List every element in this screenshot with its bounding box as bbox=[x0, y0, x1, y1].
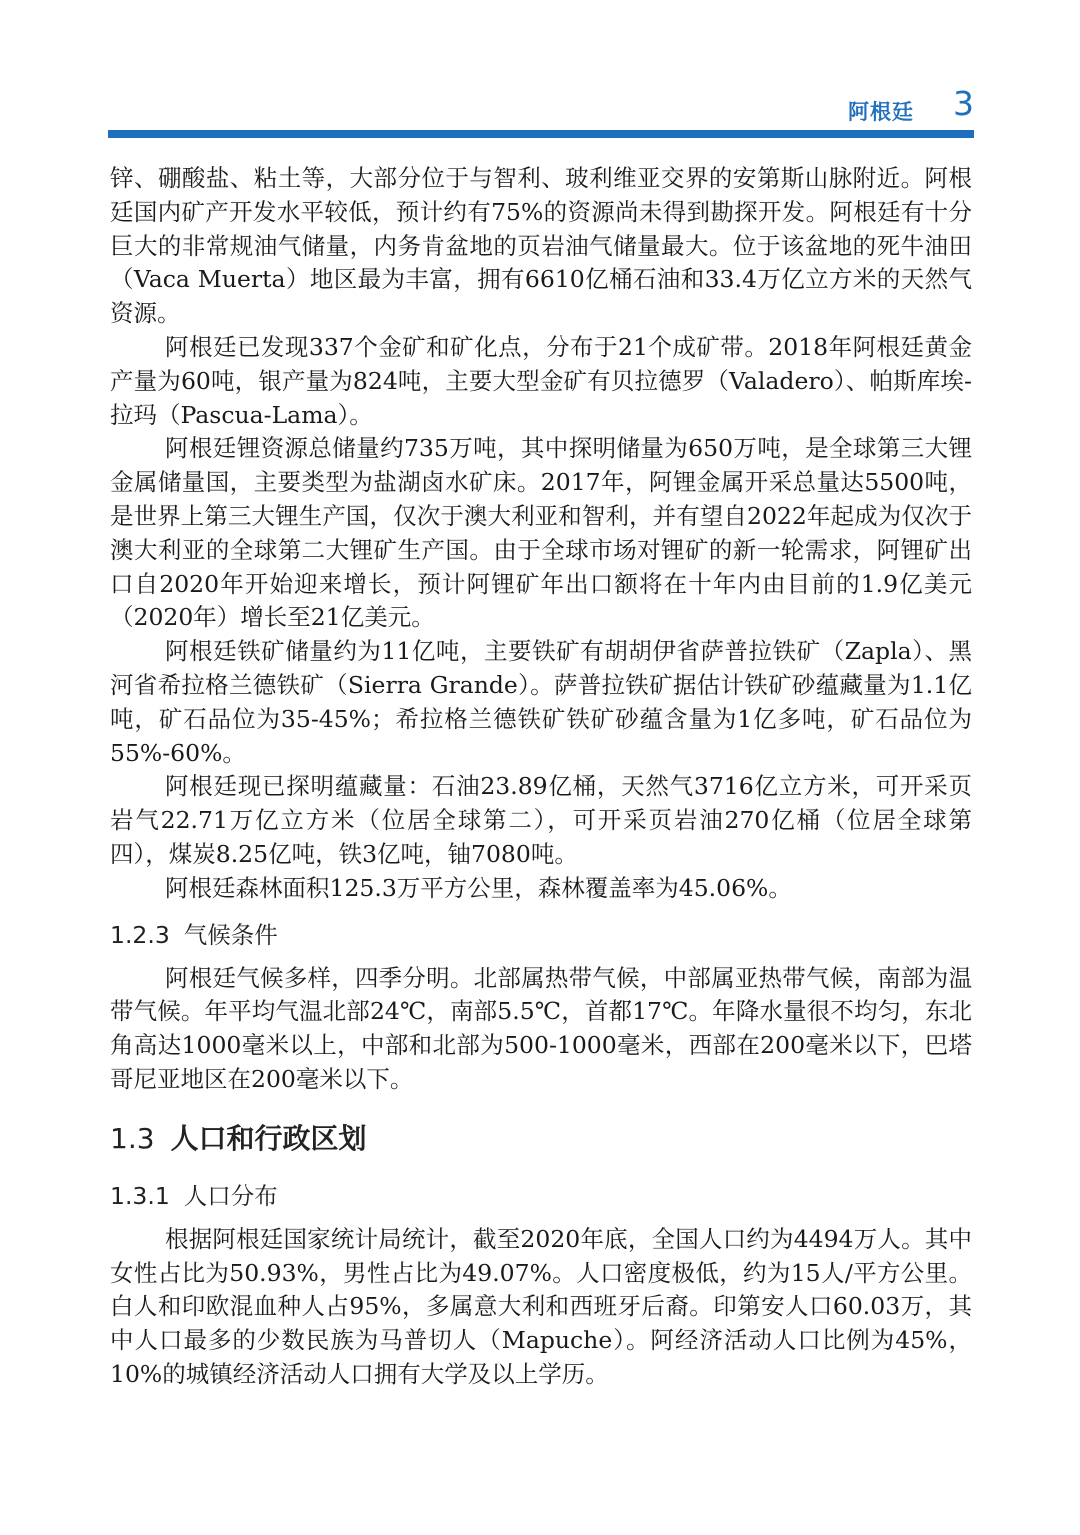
heading-climate bbox=[110, 918, 972, 952]
paragraph-reserves: 阿根廷现已探明蕴藏量：石油23.89亿桶，天然气3716亿立方米，可开采页岩气22.71万亿立方米（位居全球第二），可开采页岩油270亿桶（位居全球第四），煤炭8.25亿吨，铁3亿吨，铀7080吨。 bbox=[110, 772, 972, 868]
paragraph-population: 根据阿根廷国家统计局统计，截至2020年底，全国人口约为4494万人。其中女性占比为50.93%，男性占比为49.07%。人口密度极低，约为15人/平方公里。白人和印欧混血种人占95%，多属意大利和西班牙后裔。印第安人口60.03万，其中人口最多的少数民族为马普切人（Mapuche）。阿经济活动人口比例为45%，10%的城镇经济活动人口拥有大学及以上学历。 bbox=[110, 1224, 972, 1388]
chapter-title: 阿根廷 bbox=[848, 100, 914, 124]
heading-population bbox=[110, 1119, 972, 1159]
heading-population-distribution-title: 人口分布 bbox=[183, 1181, 278, 1210]
page-number: 3 bbox=[953, 84, 974, 123]
paragraph-lithium: 阿根廷锂资源总储量约735万吨，其中探明储量为650万吨，是全球第三大锂金属储量国，主要类型为盐湖卤水矿床。2017年，阿锂金属开采总量达5500吨，是世界上第三大锂生产国，仅次于澳大利亚和智利，并有望自2022年起成为仅次于澳大利亚的全球第二大锂矿生产国。由于全球市场对锂矿的新一轮需求，阿锂矿出口自2020年开始迎来增长，预计阿锂矿年出口额将在十年内由目前的1.9亿美元（2020年）增长至21亿美元。 bbox=[110, 434, 972, 632]
body-text bbox=[110, 162, 972, 1392]
paragraph-forest: 阿根廷森林面积125.3万平方公里，森林覆盖率为45.06%。 bbox=[165, 873, 792, 902]
paragraph-minerals-continued: 锌、硼酸盐、粘土等，大部分位于与智利、玻利维亚交界的安第斯山脉附近。阿根廷国内矿产开发水平较低，预计约有75%的资源尚未得到勘探开发。阿根廷有十分巨大的非常规油气储量，内务肯盆地的页岩油气储量最大。位于该盆地的死牛油田（Vaca Muerta）地区最为丰富，拥有6610亿桶石油和33.4万亿立方米的天然气资源。 bbox=[110, 164, 972, 328]
heading-climate-number: 1.2.3 bbox=[110, 920, 170, 949]
header-rule bbox=[108, 130, 974, 138]
paragraph-iron: 阿根廷铁矿储量约为11亿吨，主要铁矿有胡胡伊省萨普拉铁矿（Zapla）、黑河省希拉格兰德铁矿（Sierra Grande）。萨普拉铁矿据估计铁矿砂蕴藏量为1.1亿吨，矿石品位为35-45%；希拉格兰德铁矿铁矿砂蕴含量为1亿多吨，矿石品位为55%-60%。 bbox=[110, 637, 972, 767]
running-header bbox=[108, 86, 974, 130]
heading-population-distribution bbox=[110, 1179, 972, 1213]
heading-population-title: 人口和行政区划 bbox=[170, 1121, 367, 1155]
heading-population-distribution-number: 1.3.1 bbox=[110, 1181, 170, 1210]
heading-population-number: 1.3 bbox=[110, 1121, 155, 1155]
heading-climate-title: 气候条件 bbox=[183, 920, 278, 949]
paragraph-climate: 阿根廷气候多样，四季分明。北部属热带气候，中部属亚热带气候，南部为温带气候。年平均气温北部24℃，南部5.5℃，首都17℃。年降水量很不均匀，东北角高达1000毫米以上，中部和北部为500-1000毫米，西部在200毫米以下，巴塔哥尼亚地区在200毫米以下。 bbox=[110, 963, 972, 1093]
paragraph-gold: 阿根廷已发现337个金矿和矿化点，分布于21个成矿带。2018年阿根廷黄金产量为60吨，银产量为824吨，主要大型金矿有贝拉德罗（Valadero）、帕斯库埃-拉玛（Pascua-Lama）。 bbox=[110, 332, 972, 429]
